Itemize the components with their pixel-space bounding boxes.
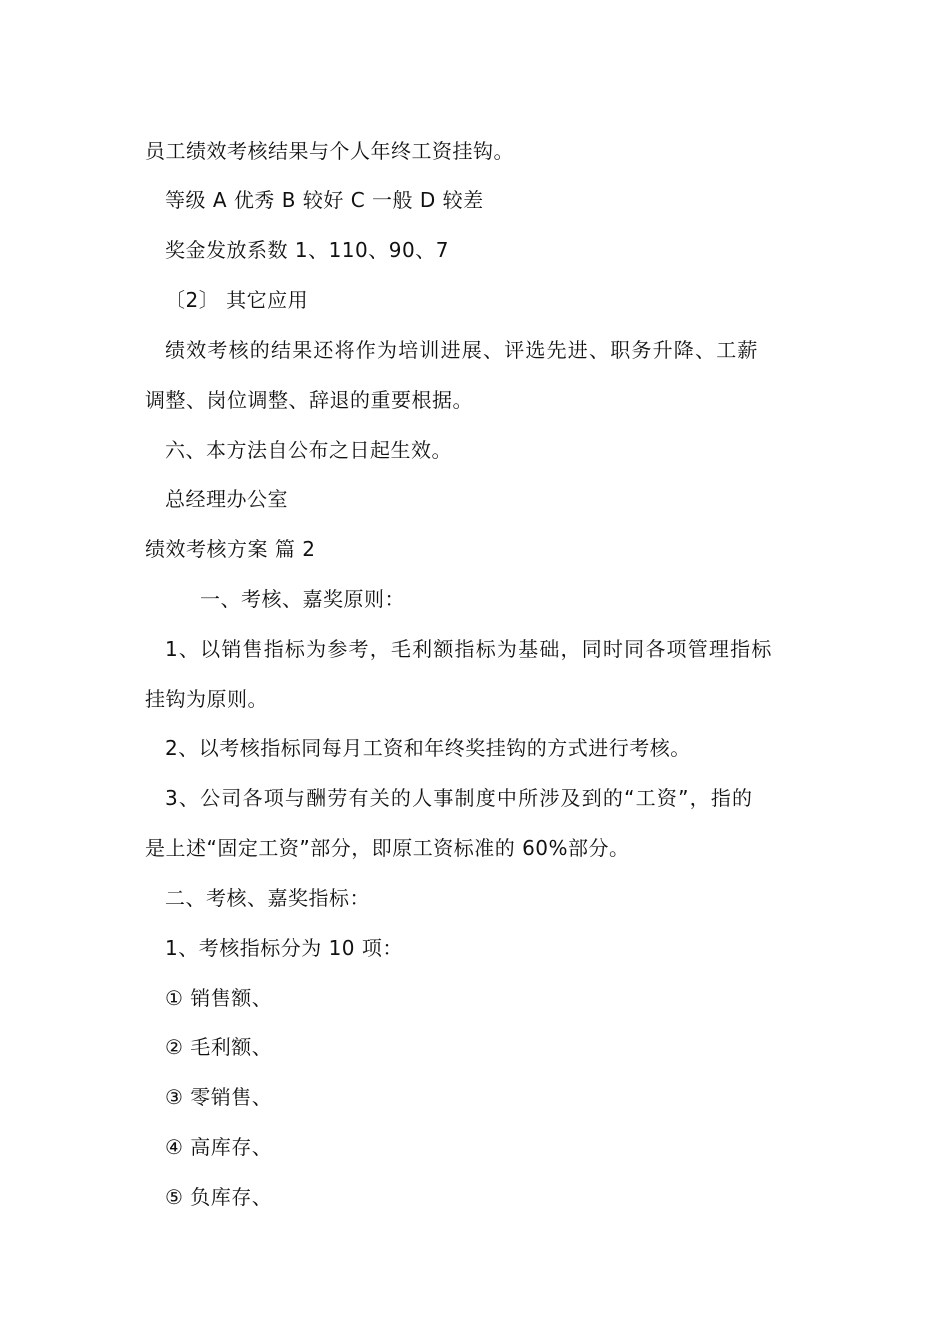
text-line: 挂钩为原则。 (145, 687, 268, 711)
list-item: ③ 零销售、 (165, 1085, 273, 1109)
text-line: 1、考核指标分为 10 项： (165, 936, 403, 960)
text-line: 员工绩效考核结果与个人年终工资挂钩。 (145, 139, 514, 163)
text-line: 调整、岗位调整、辞退的重要根据。 (145, 388, 473, 412)
text-line: 六、本方法自公布之日起生效。 (165, 438, 452, 462)
text-line: 二、考核、嘉奖指标： (165, 886, 370, 910)
text-line: 一、考核、嘉奖原则： (200, 587, 405, 611)
list-item: ⑤ 负库存、 (165, 1185, 273, 1209)
text-line: 2、以考核指标同每月工资和年终奖挂钩的方式进行考核。 (165, 736, 691, 760)
list-item: ② 毛利额、 (165, 1035, 273, 1059)
text-line: 3、公司各项与酬劳有关的人事制度中所涉及到的“工资”，指的 (165, 786, 754, 810)
text-line: 奖金发放系数 1、110、90、7 (165, 238, 449, 262)
text-line: 〔2〕 其它应用 (165, 288, 309, 312)
text-line: 是上述“固定工资”部分，即原工资标准的 60%部分。 (145, 836, 630, 860)
text-line: 等级 A 优秀 B 较好 C 一般 D 较差 (165, 188, 484, 212)
text-line: 绩效考核的结果还将作为培训进展、评选先进、职务升降、工薪 (165, 338, 759, 362)
text-line: 总经理办公室 (165, 487, 288, 511)
section-heading: 绩效考核方案 篇 2 (145, 537, 316, 561)
text-line: 1、以销售指标为参考，毛利额指标为基础，同时同各项管理指标 (165, 637, 773, 661)
list-item: ④ 高库存、 (165, 1135, 273, 1159)
list-item: ① 销售额、 (165, 986, 273, 1010)
